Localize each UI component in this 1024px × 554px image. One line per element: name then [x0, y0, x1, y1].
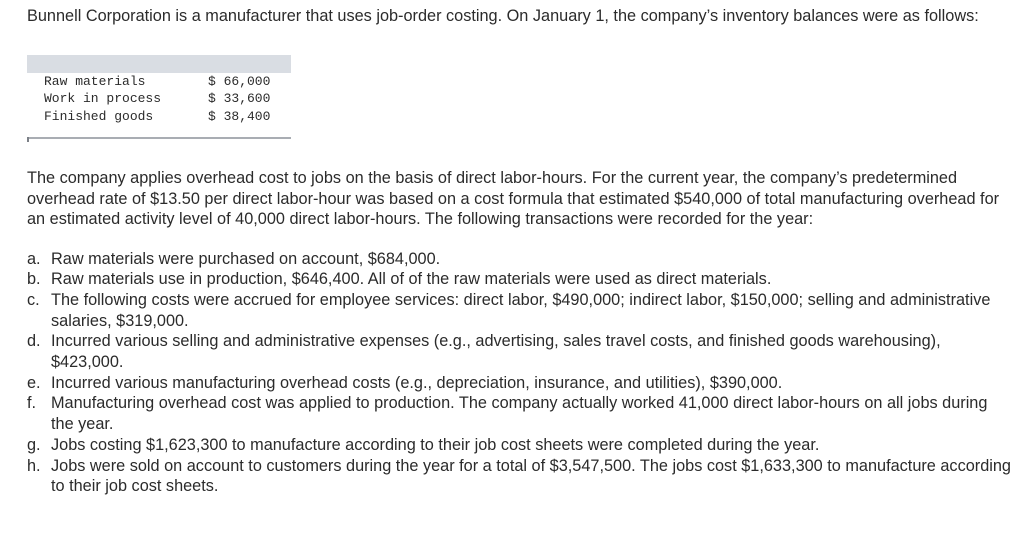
- table-bottom-rule: [27, 137, 291, 142]
- transactions-list: [27, 249, 1012, 497]
- inventory-label: Raw materials: [44, 73, 146, 89]
- overhead-paragraph: The company applies overhead cost to jobs on the basis of direct labor-hours. For the current year, the company’s predetermined overhead rate of $13.50 per direct labor-hour was based on a cost formula that estimated $540,000 of total manufacturing overhead for an estimated activity level of 40,000 direct labor-hours. The following transactions were recorded for the year:: [27, 169, 1000, 228]
- list-item: [27, 435, 1012, 456]
- inventory-label: Work in process: [44, 91, 162, 106]
- item-letter: a.: [27, 249, 41, 268]
- list-item: [27, 269, 1012, 290]
- item-text: The following costs were accrued for employee services: direct labor, $490,000; indirect labor, $150,000; selling and administrative salaries, $319,000.: [51, 291, 991, 330]
- item-letter: h.: [27, 456, 41, 475]
- inventory-value: $ 66,000: [208, 73, 271, 89]
- inventory-table-container: [27, 55, 291, 143]
- item-letter: c.: [27, 291, 40, 310]
- list-item: [27, 331, 1012, 372]
- item-text: Raw materials were purchased on account, $684,000.: [51, 249, 441, 268]
- item-text: Jobs were sold on account to customers during the year for a total of $3,547,500. The jobs cost $1,633,300 to manufacture according to their job cost sheets.: [51, 456, 1011, 496]
- intro-paragraph: Bunnell Corporation is a manufacturer that uses job-order costing. On January 1, the company’s inventory balances were as follows:: [27, 7, 979, 25]
- problem-document: [27, 6, 1012, 497]
- list-item: [27, 456, 1012, 497]
- table-row: [44, 90, 288, 108]
- item-text: Manufacturing overhead cost was applied to production. The company actually worked 41,000 direct labor-hours on all jobs during the year.: [51, 394, 988, 433]
- list-item: [27, 393, 1012, 434]
- item-text: Incurred various selling and administrative expenses (e.g., advertising, sales travel costs, and finished goods warehousing), $423,000.: [51, 332, 941, 371]
- inventory-value: $ 33,600: [208, 91, 271, 106]
- item-text: Jobs costing $1,623,300 to manufacture according to their job cost sheets were completed during the year.: [51, 435, 820, 454]
- table-row: [44, 73, 288, 91]
- table-row: [44, 108, 288, 126]
- inventory-balances-table: [44, 73, 288, 126]
- item-letter: g.: [27, 435, 41, 454]
- table-header-bar: [27, 55, 291, 73]
- item-text: Raw materials use in production, $646,400. All of of the raw materials were used as direct materials.: [51, 270, 772, 289]
- item-letter: b.: [27, 270, 41, 289]
- inventory-value: $ 38,400: [208, 108, 271, 124]
- list-item: [27, 249, 1012, 270]
- item-text: Incurred various manufacturing overhead costs (e.g., depreciation, insurance, and utilities), $390,000.: [51, 373, 783, 392]
- inventory-label: Finished goods: [44, 108, 154, 124]
- item-letter: f.: [27, 394, 37, 413]
- list-item: [27, 290, 1012, 331]
- item-letter: d.: [27, 332, 41, 351]
- list-item: [27, 373, 1012, 394]
- item-letter: e.: [27, 373, 41, 392]
